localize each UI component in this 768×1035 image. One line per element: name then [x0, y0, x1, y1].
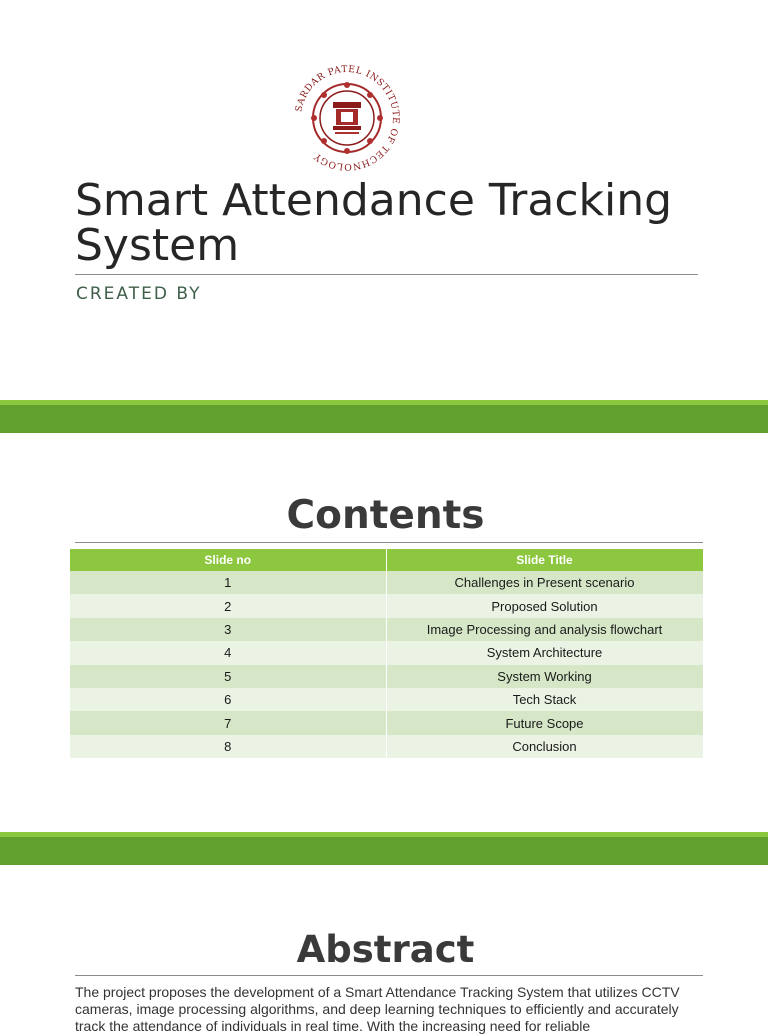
title-divider [75, 274, 698, 275]
table-row [70, 735, 703, 758]
title-line-2: System [75, 220, 240, 271]
table-row [70, 594, 703, 617]
slide-no-cell: 8 [70, 735, 386, 758]
slide-separator [0, 832, 768, 865]
slide-title-cell: Conclusion [386, 735, 703, 758]
logo-ring-text: SARDAR PATEL INSTITUTE OF TECHNOLOGY [293, 63, 402, 173]
table-header-row [70, 549, 703, 571]
institute-logo [289, 62, 405, 174]
presentation-title [75, 175, 715, 271]
slide-no-cell: 4 [70, 641, 386, 664]
slide-title-cell: Image Processing and analysis flowchart [386, 618, 703, 641]
abstract-divider [75, 975, 703, 976]
slide-title-cell: Challenges in Present scenario [386, 571, 703, 594]
table-row [70, 688, 703, 711]
slide-title-cell: System Architecture [386, 641, 703, 664]
slide-title-cell: Tech Stack [386, 688, 703, 711]
slide-title-cell: System Working [386, 665, 703, 688]
slide-no-cell: 3 [70, 618, 386, 641]
table-row [70, 641, 703, 664]
contents-divider [75, 542, 703, 543]
slide-title-cell: Proposed Solution [386, 594, 703, 617]
slide-no-cell: 6 [70, 688, 386, 711]
title-line-1: Smart Attendance Tracking [75, 175, 673, 226]
header-slide-no: Slide no [70, 549, 386, 571]
slide-no-cell: 1 [70, 571, 386, 594]
abstract-heading: Abstract [296, 928, 475, 971]
abstract-body-text: The project proposes the development of a Smart Attendance Tracking System that utilizes CCTV cameras, image processing algorithms, and deep learning techniques to efficiently and accurately track the attendance of individuals in real time. With the increasing need for reliable [75, 984, 680, 1034]
contents-heading: Contents [286, 493, 485, 538]
slide-title-cell: Future Scope [386, 711, 703, 734]
table-row [70, 711, 703, 734]
table-row [70, 571, 703, 594]
slide-no-cell: 7 [70, 711, 386, 734]
slide-no-cell: 2 [70, 594, 386, 617]
slide-separator [0, 400, 768, 433]
slide-no-cell: 5 [70, 665, 386, 688]
table-row [70, 665, 703, 688]
subtitle: CREATED BY [76, 284, 202, 304]
table-row [70, 618, 703, 641]
header-slide-title: Slide Title [386, 549, 703, 571]
contents-table [70, 549, 704, 758]
logo-seal-icon [289, 62, 405, 174]
